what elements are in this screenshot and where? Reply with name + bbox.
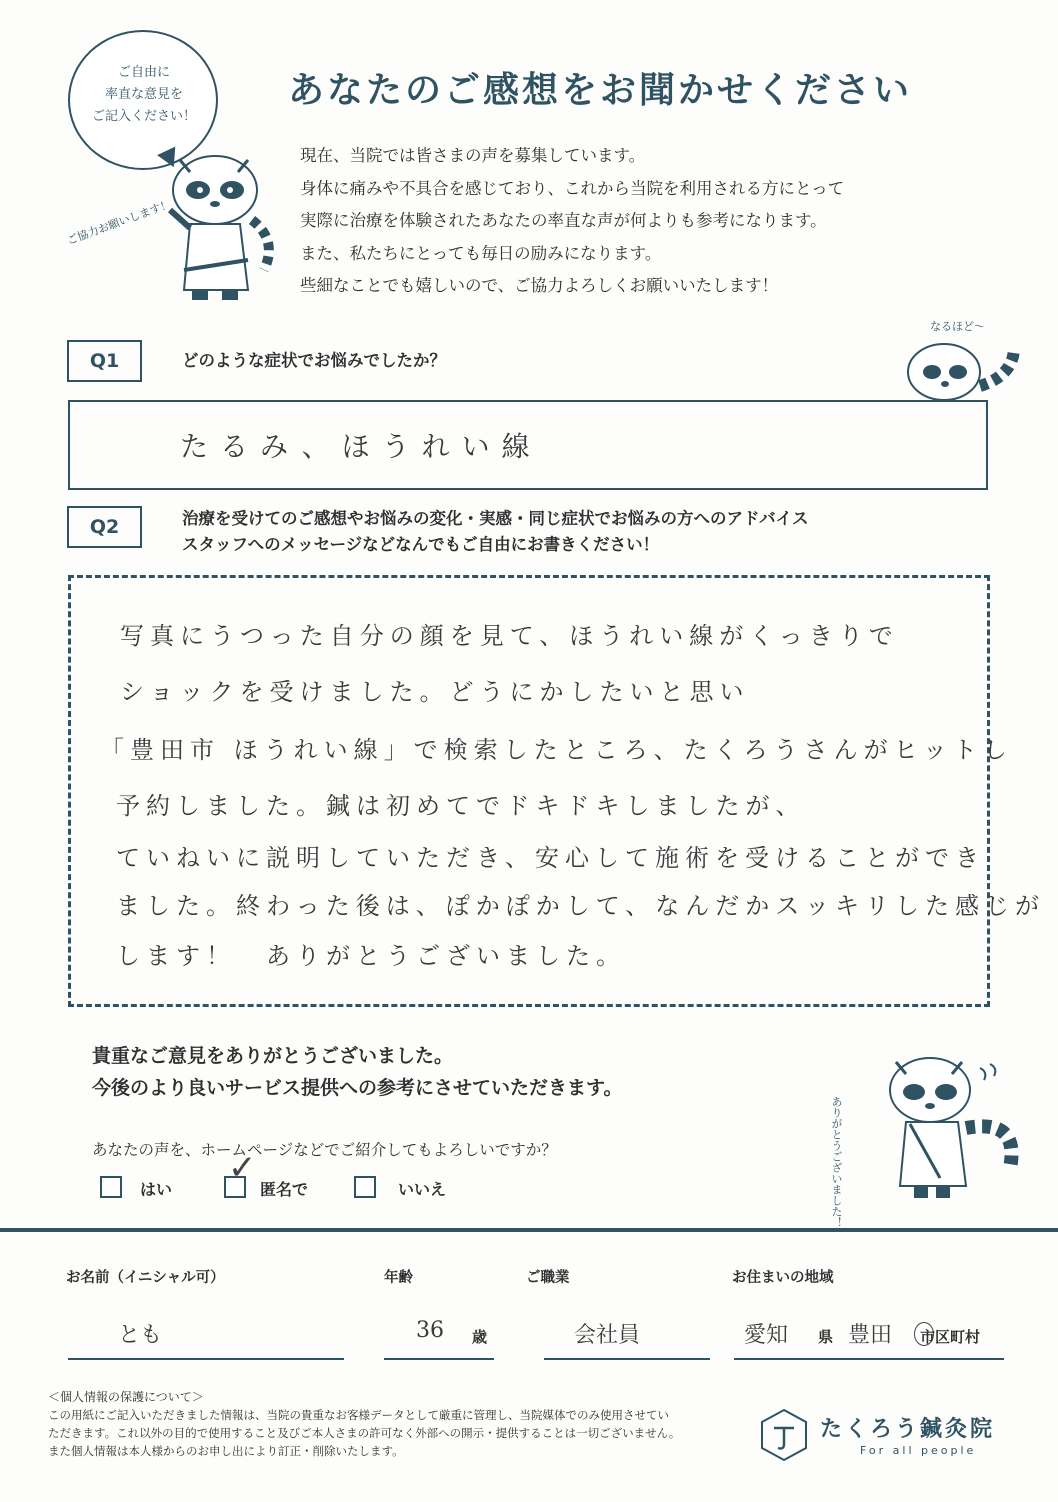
city-suffix: 市区町村	[920, 1328, 981, 1346]
q2-answer-line: ショックを受けました。どうにかしたいと思い	[120, 678, 750, 706]
job-field[interactable]	[544, 1358, 710, 1360]
q1-question: どのような症状でお悩みでしたか？	[182, 351, 446, 370]
closing-mascot-note: ありがとうございました！	[830, 1096, 843, 1228]
consent-question: あなたの声を、ホームページなどでご紹介してもよろしいですか？	[92, 1141, 557, 1159]
thanks-message: 貴重なご意見をありがとうございました。 今後のより良いサービス提供への参考にさせていただきます。	[92, 1045, 623, 1099]
city-value: 豊田	[848, 1323, 893, 1348]
age-suffix: 歳	[472, 1328, 488, 1346]
speech-bubble-text: ご自由に 率直な意見を ご記入ください！	[91, 65, 196, 124]
q2-answer-line: ていねいに説明していただき、安心して施術を受けることができ	[116, 844, 986, 872]
q1-mascot-note: なるほど〜	[930, 320, 985, 333]
q2-answer-line: 「豊田市 ほうれい線」で検索したところ、たくろうさんがヒットし	[100, 736, 1013, 764]
q1-tag: Q1	[67, 340, 142, 382]
age-field[interactable]	[384, 1358, 494, 1360]
privacy-title: ＜個人情報の保護について＞	[48, 1390, 204, 1404]
section-divider	[0, 1228, 1058, 1232]
checkbox-yes[interactable]	[100, 1176, 122, 1198]
pref-suffix: 県	[818, 1328, 834, 1346]
intro-text: 現在、当院では皆さまの声を募集しています。 身体に痛みや不具合を感じており、これから当院を利用される方にとって 実際に治療を体験されたあなたの率直な声が何よりも参考になります。 また、私たちにとっても毎日の励みになります。 些細なことでも嬉しいので、ご協力よろしくお願いいたします！	[300, 146, 845, 295]
checkbox-yes-label: はい	[140, 1180, 173, 1199]
name-label: お名前（イニシャル可）	[66, 1270, 225, 1286]
q2-answer-line: 予約しました。鍼は初めてでドキドキしましたが、	[116, 792, 806, 820]
job-label: ご職業	[526, 1270, 570, 1286]
q1-answer: たるみ、ほうれい線	[180, 430, 542, 463]
name-field[interactable]	[68, 1358, 344, 1360]
bowing-raccoon-icon	[870, 1048, 1030, 1208]
clinic-tagline: For all people	[860, 1444, 977, 1457]
name-value: とも	[118, 1323, 163, 1348]
clinic-name: たくろう鍼灸院	[820, 1417, 996, 1442]
q2-answer-line: 写真にうつった自分の顔を見て、ほうれい線がくっきりで	[120, 622, 899, 650]
checkbox-no[interactable]	[354, 1176, 376, 1198]
age-value: 36	[416, 1318, 444, 1343]
job-value: 会社員	[574, 1323, 641, 1348]
check-mark-icon: ✓	[228, 1148, 257, 1188]
mascot-note: ご協力お願いします！	[65, 197, 174, 248]
age-label: 年齢	[384, 1270, 413, 1286]
q2-answer-line: します！ ありがとうございました。	[116, 942, 626, 970]
checkbox-no-label: いいえ	[398, 1180, 447, 1199]
clinic-logo-icon	[760, 1408, 808, 1462]
pref-value: 愛知	[744, 1323, 789, 1348]
q2-answer-line: ました。終わった後は、ぽかぽかして、なんだかスッキリした感じが	[116, 892, 1046, 920]
peeking-raccoon-icon	[902, 336, 1022, 402]
raccoon-mascot-icon	[160, 150, 280, 310]
q2-tag: Q2	[67, 506, 142, 548]
q2-question: 治療を受けてのご感想やお悩みの変化・実感・同じ症状でお悩みの方へのアドバイス スタッフへのメッセージなどなんでもご自由にお書きください！	[182, 509, 809, 554]
area-field[interactable]	[734, 1358, 1004, 1360]
page-title: あなたのご感想をお聞かせください	[288, 70, 913, 111]
area-label: お住まいの地域	[732, 1270, 834, 1286]
privacy-body: この用紙にご記入いただきました情報は、当院の貴重なお客様データとして厳重に管理し、当院媒体でのみ使用させてい ただきます。これ以外の目的で使用すること及びご本人さまの許可なく外部への開示・提供することは一切ございません。 また個人情報は本人様からのお申し出により訂正・削除いたします。	[48, 1408, 681, 1458]
checkbox-anonymous-label: 匿名で	[260, 1180, 309, 1199]
